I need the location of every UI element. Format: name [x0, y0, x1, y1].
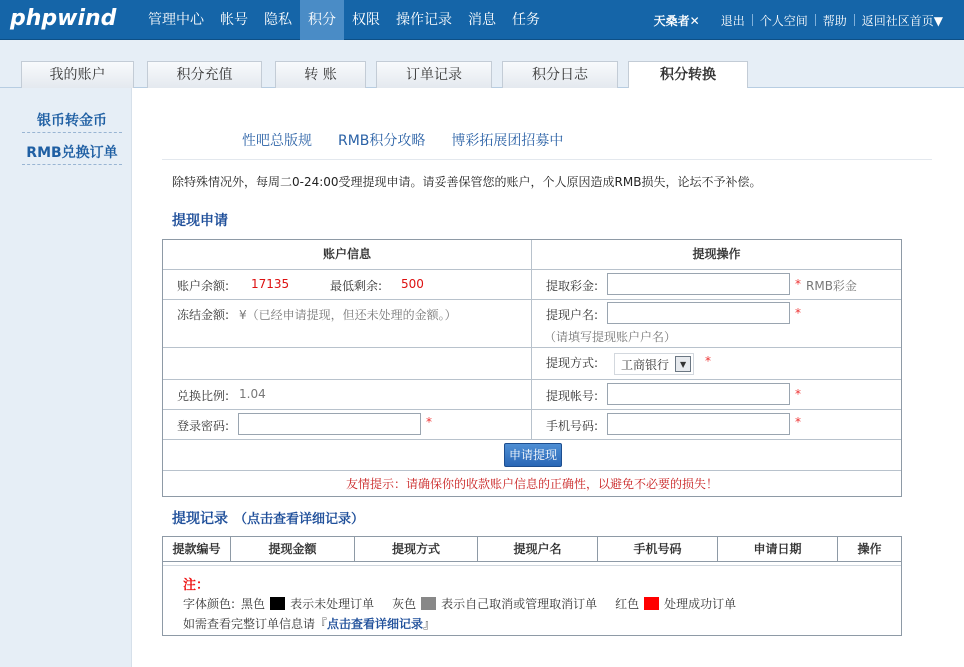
phone-label: 手机号码:: [546, 419, 599, 433]
records-table-header: [163, 537, 901, 562]
back-to-community-link[interactable]: 返回社区首页▼: [861, 13, 943, 28]
right-cell: [532, 300, 901, 347]
method-label: 提现方式:: [546, 356, 599, 370]
withdraw-operation-header: 提现操作: [692, 247, 741, 261]
method-selected-value: 工商银行: [621, 357, 670, 372]
tab-points-recharge[interactable]: 积分充值: [147, 61, 262, 88]
withdraw-section-title: 提现申请: [172, 213, 228, 229]
left-cell: [163, 270, 532, 299]
main-content: [131, 88, 964, 667]
form-row: [163, 471, 901, 496]
amount-input[interactable]: [607, 273, 790, 295]
logout-link[interactable]: 退出: [720, 13, 745, 28]
font-color-label: 字体颜色:: [183, 597, 236, 611]
more-detail-link[interactable]: 点击查看详细记录: [327, 617, 424, 631]
right-cell: [532, 380, 901, 409]
phone-input[interactable]: [607, 413, 790, 435]
top-links: [654, 0, 950, 40]
nav-permissions[interactable]: 权限: [352, 12, 380, 28]
left-cell: [163, 300, 532, 347]
required-mark: *: [795, 415, 801, 429]
rmb-guide-link[interactable]: RMB积分攻略: [338, 133, 426, 149]
balance-label: 账户余额:: [177, 279, 230, 293]
help-link[interactable]: 帮助: [822, 13, 847, 28]
nav-points[interactable]: 积分: [300, 0, 344, 40]
sidebar: [0, 88, 131, 667]
nav-account[interactable]: 帐号: [220, 12, 248, 28]
account-name-input[interactable]: [607, 302, 790, 324]
tab-transfer[interactable]: 转 账: [275, 61, 366, 88]
ratio-label: 兑换比例:: [177, 389, 230, 403]
friendly-tip: 友情提示：请确保你的收款账户信息的正确性，以避免不必要的损失！: [345, 477, 718, 491]
form-row: [163, 348, 901, 380]
tab-points-log[interactable]: 积分日志: [502, 61, 618, 88]
amount-label: 提取彩金:: [546, 279, 599, 293]
nav-admin-center[interactable]: 管理中心: [148, 12, 204, 28]
account-name-hint: （请填写提现账户户名）: [544, 330, 677, 344]
tabs-bar: [0, 40, 964, 88]
frozen-value: ¥（已经申请提现，但还未处理的金额。）: [239, 308, 457, 322]
legend-red-desc: 处理成功订单: [664, 597, 737, 611]
top-nav: [140, 0, 548, 40]
col-phone: 手机号码: [598, 537, 718, 561]
legend-grey-desc: 表示自己取消或管理取消订单: [441, 597, 598, 611]
tab-order-records[interactable]: 订单记录: [376, 61, 492, 88]
legend-grey-swatch: [421, 597, 436, 610]
account-info-header: 账户信息: [163, 240, 532, 269]
balance-value: 17135: [251, 277, 290, 291]
username[interactable]: 天桑者✕: [653, 13, 700, 28]
color-legend: [183, 595, 736, 612]
more-info: [183, 615, 435, 632]
records-section-title: [172, 508, 364, 528]
records-table: [162, 536, 902, 636]
nav-operation-log[interactable]: 操作记录: [396, 12, 452, 28]
left-cell: [163, 410, 532, 439]
nav-privacy[interactable]: 隐私: [264, 12, 292, 28]
sidebar-item-silver-to-gold[interactable]: 银币转金币: [22, 110, 122, 133]
nav-tasks[interactable]: 任务: [512, 12, 540, 28]
password-input[interactable]: [238, 413, 421, 435]
min-remaining-value: 500: [401, 277, 424, 291]
left-cell: [163, 380, 532, 409]
required-mark: *: [795, 277, 801, 291]
ratio-value: 1.04: [239, 387, 266, 401]
legend-black-name: 黑色: [241, 597, 266, 611]
method-select[interactable]: [614, 353, 694, 375]
dropdown-arrow-icon[interactable]: ▼: [675, 356, 691, 372]
form-row: [163, 380, 901, 410]
left-cell: [163, 348, 532, 379]
frozen-label: 冻结金额:: [177, 308, 230, 322]
legend-red-name: 红色: [615, 597, 640, 611]
col-account-name: 提现户名: [478, 537, 598, 561]
col-amount: 提现金额: [231, 537, 355, 561]
sub-links: [242, 130, 563, 150]
right-cell: [532, 410, 901, 439]
password-label: 登录密码:: [177, 419, 230, 433]
more-prefix: 如需查看完整订单信息请『: [183, 617, 328, 631]
legend-black-swatch: [270, 597, 285, 610]
divider: [162, 159, 932, 160]
col-method: 提现方式: [355, 537, 478, 561]
logo[interactable]: phpwind: [10, 6, 117, 31]
required-mark: *: [705, 354, 711, 368]
tab-my-account[interactable]: 我的账户: [21, 61, 134, 88]
required-mark: *: [795, 387, 801, 401]
col-action: 操作: [857, 542, 882, 556]
legend-grey-name: 灰色: [392, 597, 417, 611]
form-row: [163, 270, 901, 300]
records-note: [163, 565, 901, 635]
personal-space-link[interactable]: 个人空间: [759, 13, 808, 28]
form-row: [163, 300, 901, 348]
account-no-input[interactable]: [607, 383, 790, 405]
form-row: [163, 440, 901, 471]
legend-red-swatch: [644, 597, 659, 610]
top-bar: [0, 0, 964, 40]
nav-messages[interactable]: 消息: [468, 12, 496, 28]
notice-text: 除特殊情况外，每周二0-24:00受理提现申请。请妥善保管您的账户，个人原因造成RMB损失，论坛不予补偿。: [172, 175, 762, 189]
col-withdraw-id: 提款编号: [163, 537, 231, 561]
required-mark: *: [795, 306, 801, 320]
legend-black-desc: 表示未处理订单: [290, 597, 375, 611]
required-mark: *: [426, 415, 432, 429]
min-remaining-label: 最低剩余:: [330, 279, 383, 293]
forum-rules-link[interactable]: 性吧总版规: [242, 133, 312, 149]
recruit-link[interactable]: 博彩拓展团招募中: [451, 133, 564, 149]
more-suffix: 』: [423, 617, 436, 631]
form-row: [163, 410, 901, 440]
account-no-label: 提现帐号:: [546, 389, 599, 403]
sidebar-item-rmb-orders[interactable]: RMB兑换订单: [22, 142, 122, 165]
tab-points-convert[interactable]: 积分转换: [628, 61, 748, 89]
amount-unit: RMB彩金: [806, 279, 857, 293]
submit-withdraw-button[interactable]: 申请提现: [504, 443, 562, 467]
right-cell: [532, 270, 901, 299]
note-title: 注：: [183, 578, 210, 593]
account-name-label: 提现户名:: [546, 308, 599, 322]
right-cell: [532, 348, 901, 379]
form-header-row: [163, 240, 901, 270]
records-detail-link[interactable]: （点击查看详细记录）: [234, 512, 365, 527]
records-title: 提现记录: [172, 511, 228, 527]
col-date: 申请日期: [718, 537, 838, 561]
withdraw-form: [162, 239, 902, 497]
